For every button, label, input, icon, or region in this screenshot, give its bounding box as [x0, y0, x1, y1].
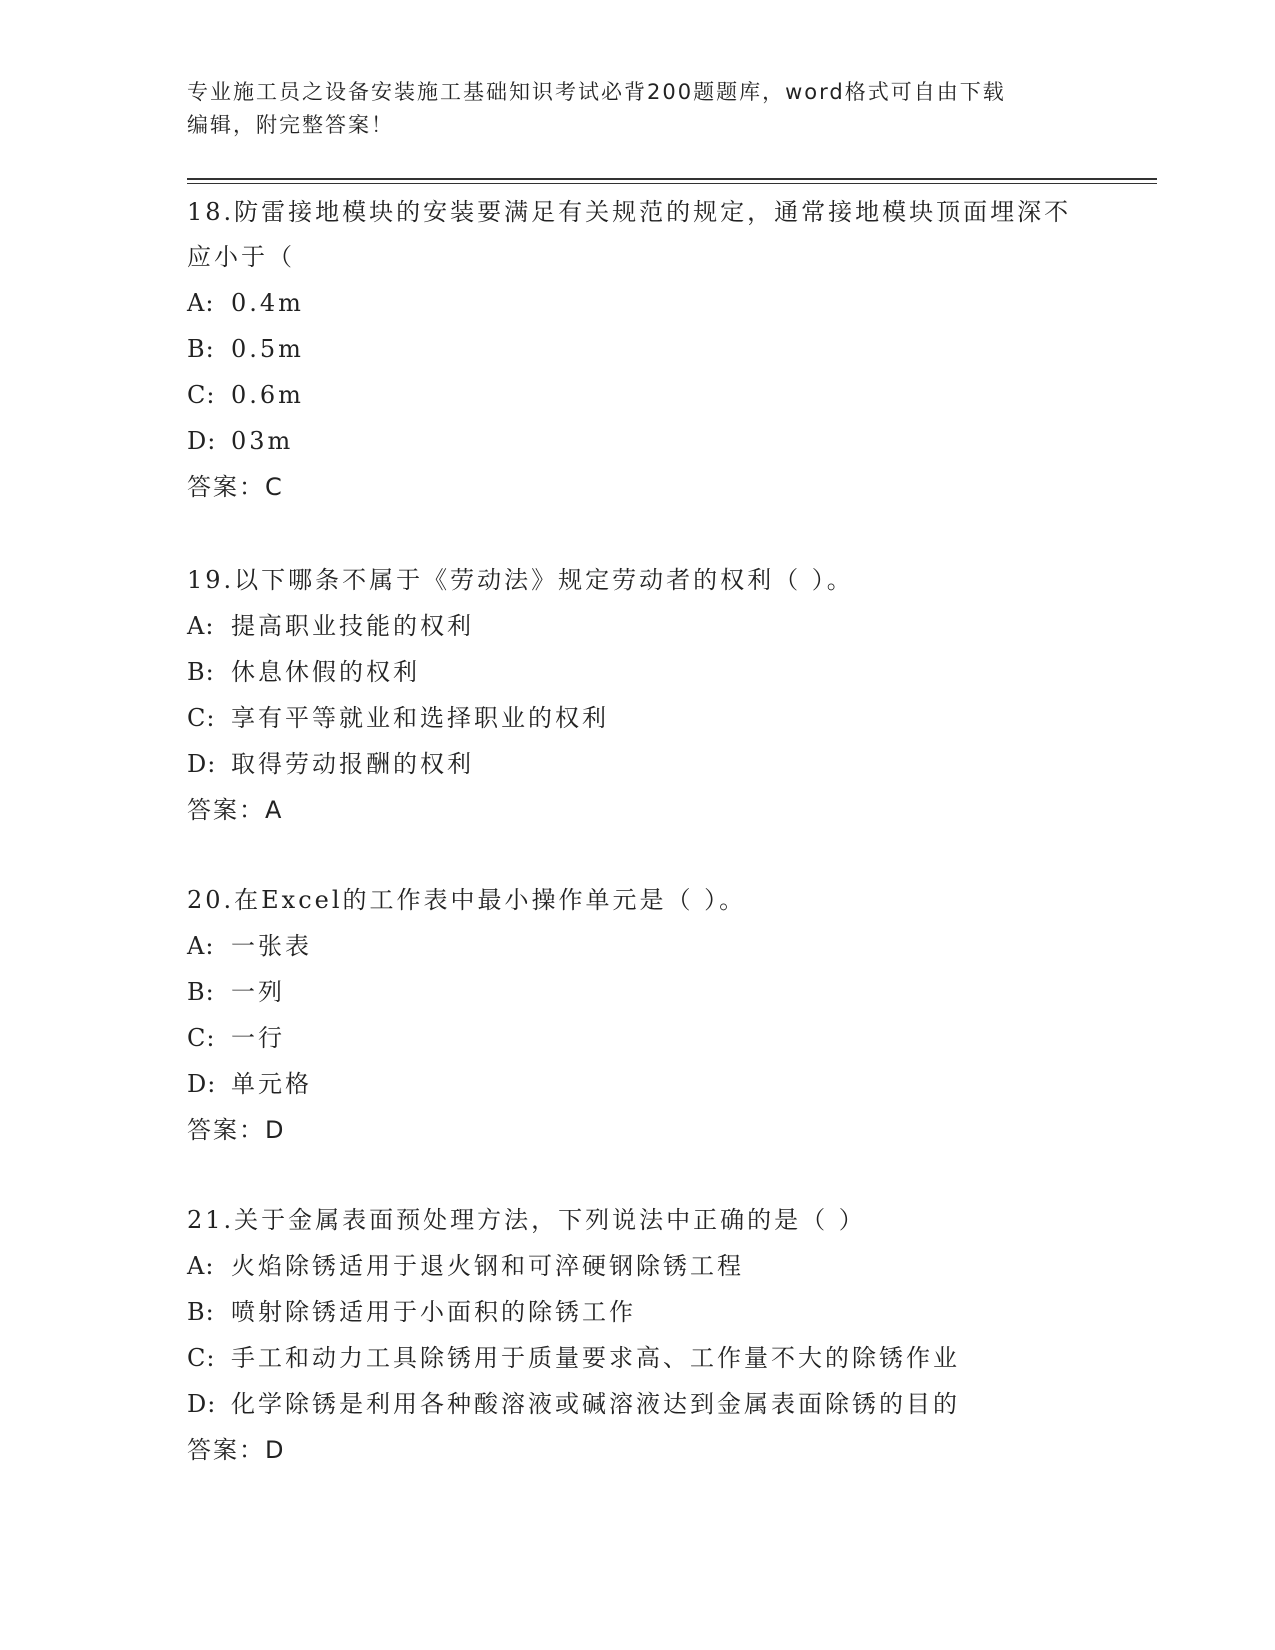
- option-text: 享有平等就业和选择职业的权利: [231, 704, 609, 732]
- option-text: 化学除锈是利用各种酸溶液或碱溶液达到金属表面除锈的目的: [231, 1390, 960, 1418]
- option-a: [187, 280, 1087, 326]
- option-text: 提高职业技能的权利: [231, 612, 474, 640]
- option-d: [187, 418, 1087, 464]
- option-d: [187, 1061, 1087, 1107]
- option-text: 一张表: [231, 932, 312, 960]
- option-c: [187, 372, 1087, 418]
- option-a: [187, 603, 1087, 649]
- option-key: C:: [187, 1344, 216, 1372]
- option-key: A:: [187, 1252, 215, 1280]
- question-18: [187, 190, 1087, 510]
- question-stem: 18.防雷接地模块的安装要满足有关规范的规定，通常接地模块顶面埋深不应小于（: [187, 198, 1072, 271]
- question-19: [187, 558, 1087, 833]
- header-divider-thin: [187, 183, 1157, 184]
- option-key: D:: [187, 1070, 217, 1098]
- option-text: 0.4m: [231, 289, 304, 317]
- option-text: 单元格: [231, 1070, 312, 1098]
- question-stem: 21.关于金属表面预处理方法，下列说法中正确的是（ ）: [187, 1206, 866, 1234]
- option-text: 0.5m: [231, 335, 304, 363]
- option-key: C:: [187, 381, 216, 409]
- option-key: D:: [187, 427, 217, 455]
- option-b: [187, 649, 1087, 695]
- option-c: [187, 1015, 1087, 1061]
- option-d: [187, 741, 1087, 787]
- option-text: 火焰除锈适用于退火钢和可淬硬钢除锈工程: [231, 1252, 744, 1280]
- answer: 答案：C: [187, 473, 284, 501]
- question-20: [187, 878, 1087, 1153]
- option-key: D:: [187, 750, 217, 778]
- option-key: B:: [187, 1298, 215, 1326]
- header-line-1: 专业施工员之设备安装施工基础知识考试必背200题题库，word格式可自由下载: [187, 80, 1006, 104]
- question-stem: 20.在Excel的工作表中最小操作单元是（ ）。: [187, 886, 747, 914]
- option-key: A:: [187, 289, 215, 317]
- option-text: 手工和动力工具除锈用于质量要求高、工作量不大的除锈作业: [231, 1344, 960, 1372]
- option-text: 03m: [231, 427, 294, 455]
- option-key: C:: [187, 1024, 216, 1052]
- option-a: [187, 923, 1087, 969]
- option-key: A:: [187, 612, 215, 640]
- option-text: 一行: [231, 1024, 285, 1052]
- option-c: [187, 695, 1087, 741]
- document-header: [187, 76, 1067, 142]
- option-key: B:: [187, 335, 215, 363]
- option-key: D:: [187, 1390, 217, 1418]
- option-a: [187, 1243, 1087, 1289]
- option-key: C:: [187, 704, 216, 732]
- answer: 答案：D: [187, 1116, 286, 1144]
- option-text: 0.6m: [231, 381, 304, 409]
- option-text: 休息休假的权利: [231, 658, 420, 686]
- option-key: B:: [187, 658, 215, 686]
- question-stem: 19.以下哪条不属于《劳动法》规定劳动者的权利（ ）。: [187, 566, 854, 594]
- question-21: [187, 1198, 1087, 1473]
- option-b: [187, 326, 1087, 372]
- option-c: [187, 1335, 1087, 1381]
- option-key: A:: [187, 932, 215, 960]
- option-text: 喷射除锈适用于小面积的除锈工作: [231, 1298, 636, 1326]
- option-key: B:: [187, 978, 215, 1006]
- option-b: [187, 969, 1087, 1015]
- option-b: [187, 1289, 1087, 1335]
- header-divider-thick: [187, 178, 1157, 180]
- header-line-2: 编辑，附完整答案！: [187, 113, 394, 137]
- answer: 答案：A: [187, 796, 284, 824]
- option-d: [187, 1381, 1087, 1427]
- answer: 答案：D: [187, 1436, 286, 1464]
- option-text: 一列: [231, 978, 285, 1006]
- option-text: 取得劳动报酬的权利: [231, 750, 474, 778]
